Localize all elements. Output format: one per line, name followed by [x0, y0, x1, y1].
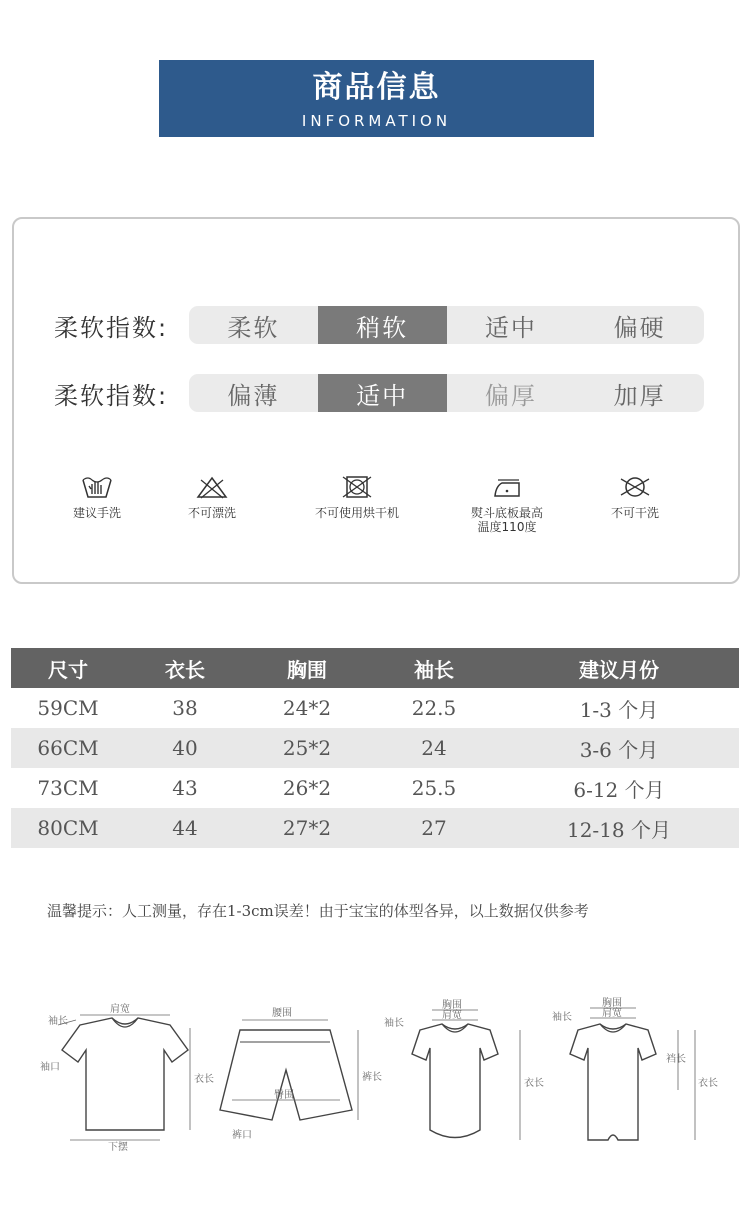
table-row [11, 728, 739, 768]
cell-chest: 27*2 [245, 808, 369, 848]
care-text-line2: 温度110度 [477, 520, 537, 534]
no-dry-clean-icon [618, 474, 652, 500]
iron-icon [490, 474, 524, 500]
cell-length: 40 [125, 728, 245, 768]
thickness-label: 柔软指数: [54, 381, 169, 410]
care-text: 熨斗底板最高 [470, 506, 543, 520]
thickness-row [54, 374, 704, 412]
care-iron [442, 474, 572, 534]
bodysuit-chest-label: 胸围 [442, 1000, 462, 1011]
cell-size: 66CM [11, 728, 125, 768]
table-row [11, 688, 739, 728]
romper-shoulder-label: 肩宽 [602, 1008, 622, 1019]
shorts-length-label: 裤长 [362, 1072, 382, 1083]
cell-age: 3-6 个月 [499, 728, 739, 768]
info-banner [159, 60, 594, 137]
header-chest: 胸围 [245, 648, 369, 688]
shorts-waist-label: 腰围 [272, 1008, 292, 1019]
cell-size: 59CM [37, 696, 99, 720]
cell-chest: 24*2 [282, 696, 332, 720]
thickness-option: 加厚 [613, 381, 666, 410]
softness-option: 柔软 [227, 313, 280, 342]
cell-sleeve: 22.5 [411, 696, 457, 720]
shorts-leg-label: 裤口 [232, 1130, 252, 1141]
care-no-dry-clean [570, 474, 700, 520]
shorts-hip-label: 臀围 [274, 1090, 294, 1101]
header-sleeve: 袖长 [369, 648, 499, 688]
softness-option: 适中 [484, 313, 537, 342]
measurement-tip: 温馨提示：人工测量，存在1-3cm误差！由于宝宝的体型各异，以上数据仅供参考 [47, 902, 589, 920]
care-text: 不可使用烘干机 [314, 506, 399, 520]
cell-sleeve: 24 [369, 728, 499, 768]
hand-wash-icon [80, 474, 114, 500]
banner-subtitle: INFORMATION [301, 112, 452, 130]
cell-age: 1-3 个月 [579, 697, 659, 722]
softness-option-selected: 稍软 [318, 306, 447, 344]
thickness-scale [189, 374, 704, 412]
header-length: 衣长 [125, 648, 245, 688]
cell-age: 12-18 个月 [499, 808, 739, 848]
softness-scale [189, 306, 704, 344]
romper-length-label: 衣长 [698, 1078, 718, 1089]
cell-length: 38 [172, 696, 198, 720]
bodysuit-length-label: 衣长 [524, 1078, 544, 1089]
care-no-bleach [147, 474, 277, 520]
care-text: 不可漂洗 [187, 506, 236, 520]
no-tumble-dry-icon [340, 474, 374, 500]
banner-title: 商品信息 [312, 70, 441, 105]
no-bleach-icon [195, 474, 229, 500]
cell-sleeve: 25.5 [411, 776, 457, 800]
header-age: 建议月份 [499, 648, 739, 688]
romper-chest-label: 胸围 [602, 998, 622, 1009]
care-text: 建议手洗 [72, 506, 121, 520]
bodysuit-diagram [380, 990, 550, 1160]
softness-label: 柔软指数: [54, 313, 169, 342]
bodysuit-shoulder-label: 肩宽 [442, 1010, 462, 1021]
cell-age: 6-12 个月 [573, 777, 665, 802]
tshirt-diagram [40, 990, 214, 1160]
tshirt-length-label: 衣长 [194, 1074, 214, 1085]
romper-sleeve-label: 袖长 [552, 1012, 572, 1023]
tshirt-shoulder-label: 肩宽 [110, 1004, 130, 1015]
shorts-diagram [210, 990, 380, 1160]
cell-chest: 25*2 [245, 728, 369, 768]
softness-option: 偏硬 [613, 313, 666, 342]
table-row [11, 768, 739, 808]
cell-chest: 26*2 [282, 776, 332, 800]
softness-row [54, 306, 704, 344]
header-size: 尺寸 [11, 648, 125, 688]
cell-length: 43 [172, 776, 198, 800]
romper-diagram [550, 990, 720, 1160]
care-no-tumble-dry [292, 474, 422, 520]
cell-sleeve: 27 [369, 808, 499, 848]
size-table-header [11, 648, 739, 688]
thickness-option-selected: 适中 [318, 374, 447, 412]
bodysuit-sleeve-label: 袖长 [384, 1018, 404, 1029]
size-table [11, 648, 739, 848]
tshirt-hem-label: 下摆 [108, 1142, 128, 1153]
thickness-option: 偏薄 [227, 381, 280, 410]
romper-crotch-label: 裆长 [666, 1054, 686, 1065]
cell-size: 73CM [37, 776, 99, 800]
attributes-card [12, 217, 740, 584]
cell-size: 80CM [11, 808, 125, 848]
cell-length: 44 [125, 808, 245, 848]
care-hand-wash [32, 474, 162, 520]
thickness-option: 偏厚 [484, 381, 537, 410]
care-text: 不可干洗 [610, 506, 659, 520]
tshirt-cuff-label: 袖口 [40, 1062, 60, 1073]
table-row [11, 808, 739, 848]
tshirt-sleeve-label: 袖长 [48, 1016, 68, 1027]
